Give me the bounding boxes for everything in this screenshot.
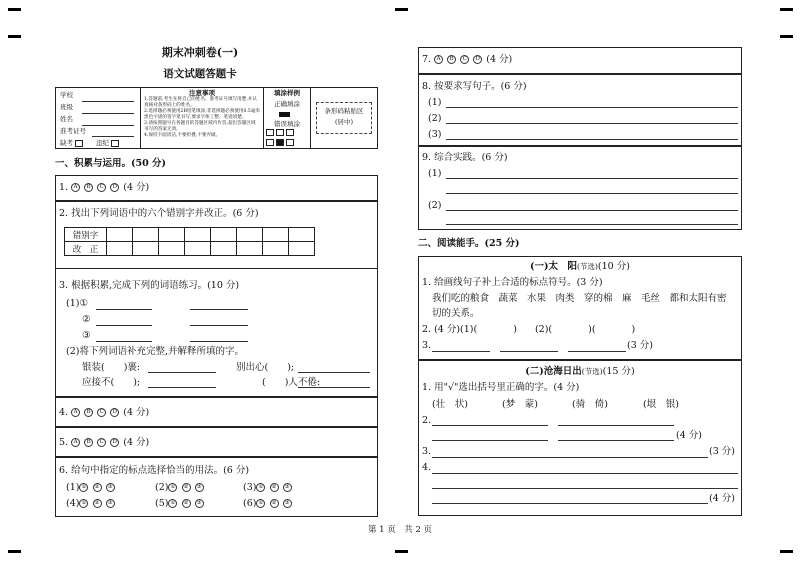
reading-2-q4-score: (4 分) <box>709 493 735 504</box>
option-a[interactable]: A <box>434 55 443 64</box>
reading-2-choice-1[interactable]: (壮 状) <box>432 399 468 410</box>
q2-text: 2. 找出下列词语中的六个错别字并改正。(6 分) <box>59 208 259 219</box>
q6-item-4: (4) ① ② ③ <box>66 498 116 510</box>
registration-mark <box>780 35 793 38</box>
reading-2-answer-line[interactable] <box>432 473 738 474</box>
q9-answer-line[interactable] <box>446 210 738 211</box>
q3-circle-3: ③ <box>82 330 91 341</box>
registration-mark <box>8 8 21 11</box>
q6-item-3: (3) ① ② ③ <box>243 482 293 494</box>
wrong-fill-marks <box>266 129 310 137</box>
q6-item-5: (5) ① ② ③ <box>155 498 205 510</box>
q7-line: 7. A B C D (4 分) <box>422 54 513 65</box>
option-a[interactable]: A <box>71 183 80 192</box>
registration-mark <box>780 8 793 11</box>
q3-word-3: 应接不( ); <box>82 377 141 388</box>
q3-word-4: ( )人不倦: <box>262 377 321 388</box>
registration-mark <box>395 550 408 553</box>
class-label: 班级 <box>60 103 73 111</box>
registration-mark <box>8 550 21 553</box>
reading-1-sentence-end: 切的关系。 <box>432 308 480 319</box>
name-label: 姓名 <box>60 115 73 123</box>
option-d[interactable]: D <box>110 183 119 192</box>
q3-answer-line[interactable] <box>190 325 248 326</box>
absent-checkbox[interactable] <box>75 140 83 147</box>
reading-1-sentence: 我们吃的粮食 蔬菜 水果 肉类 穿的棉 麻 毛丝 都和太阳有密 <box>432 293 727 304</box>
q8-answer-line[interactable] <box>446 139 738 140</box>
exam-no-field[interactable] <box>92 136 134 137</box>
violation-checkbox[interactable] <box>111 140 119 147</box>
q6-text: 6. 给句中指定的标点选择恰当的用法。(6 分) <box>59 465 250 476</box>
q3-text: 3. 根据积累,完成下列的词语练习。(10 分) <box>59 280 240 291</box>
option-c[interactable]: C <box>97 183 106 192</box>
option-b[interactable]: B <box>84 438 93 447</box>
page-footer: 第 1 页 共 2 页 <box>367 525 433 535</box>
barcode-center-label: (居中) <box>334 118 354 126</box>
correction-row-label: 改 正 <box>65 242 107 256</box>
option-b[interactable]: B <box>447 55 456 64</box>
q3-answer-line[interactable] <box>298 387 370 388</box>
reading-2-answer-line[interactable] <box>432 425 548 426</box>
fill-sample-title: 填涂样例 <box>274 89 300 97</box>
q8-item-3: (3) <box>428 129 442 140</box>
option-a[interactable]: A <box>71 438 80 447</box>
notice-title: 注意事项 <box>189 89 215 97</box>
q3-part1-label: (1)① <box>66 298 88 309</box>
reading-2-q3-label: 3. <box>422 446 432 457</box>
reading-2-title: (二)沧海日出(节选)(15 分) <box>525 366 635 377</box>
reading-1-answer-line[interactable] <box>432 351 490 352</box>
reading-1-q2: 2. (4 分)(1)( ) (2)( )( ) <box>422 324 636 335</box>
option-c[interactable]: C <box>97 438 106 447</box>
violation-label: 违纪 <box>96 139 119 147</box>
school-label: 学校 <box>60 91 73 99</box>
registration-mark <box>780 550 793 553</box>
q8-text: 8. 按要求写句子。(6 分) <box>422 81 527 92</box>
wrong-fill-label: 错误填涂 <box>274 120 300 128</box>
absent-label: 缺考 <box>60 139 83 147</box>
section-1-title: 一、积累与运用。(50 分) <box>55 158 167 169</box>
reading-2-q2-score: (4 分) <box>676 430 702 441</box>
q3-answer-line[interactable] <box>190 309 248 310</box>
registration-mark <box>395 8 408 11</box>
q3-answer-line[interactable] <box>148 372 216 373</box>
registration-mark <box>8 35 21 38</box>
reading-2-answer-line[interactable] <box>432 440 548 441</box>
q3-answer-line[interactable] <box>96 309 152 310</box>
reading-1-q1: 1. 给画线句子补上合适的标点符号。(3 分) <box>422 277 603 288</box>
q3-answer-line[interactable] <box>148 387 216 388</box>
option-d[interactable]: D <box>110 408 119 417</box>
q6-item-1: (1) ① ② ③ <box>66 482 116 494</box>
notice-line: 1.答题前,考生先将自己的姓名、准考证号填写清楚,并认真核对条形码上的姓名。 <box>144 97 257 108</box>
q6-item-2: (2) ① ② ③ <box>155 482 205 494</box>
reading-2-q3-score: (3 分) <box>709 446 735 457</box>
q6-item-6: (6) ① ② ③ <box>243 498 293 510</box>
q9-item-2: (2) <box>428 200 442 211</box>
class-field[interactable] <box>82 113 134 114</box>
q9-item-1: (1) <box>428 168 442 179</box>
reading-1-title: (一)太 阳(节选)(10 分) <box>530 261 630 272</box>
reading-2-answer-line[interactable] <box>432 457 708 458</box>
reading-2-q4-label: 4. <box>422 462 432 473</box>
q8-item-1: (1) <box>428 97 442 108</box>
reading-2-q2-label: 2. <box>422 415 432 426</box>
q1-line: 1. A B C D (4 分) <box>59 182 150 193</box>
q9-answer-line[interactable] <box>446 193 738 194</box>
option-b[interactable]: B <box>84 183 93 192</box>
q9-text: 9. 综合实践。(6 分) <box>422 152 508 163</box>
q9-answer-line[interactable] <box>446 178 738 179</box>
reading-1-q3-score: (3 分) <box>627 340 653 351</box>
q8-answer-line[interactable] <box>446 123 738 124</box>
section-2-title: 二、阅读能手。(25 分) <box>418 238 520 249</box>
q4-line: 4. A B C D (4 分) <box>59 407 150 418</box>
notice-line: 2.选择题必须使用2B铅笔填涂;非选择题必须使用0.5毫米黑色字迹的签字笔书写,要求字体工整、笔迹清楚。 <box>144 109 261 120</box>
wrong-fill-marks-2 <box>266 139 310 147</box>
typo-table <box>64 227 315 256</box>
q3-part2-text: (2)将下列词语补充完整,并解释所填的字。 <box>66 346 244 357</box>
q3-answer-line[interactable] <box>298 372 370 373</box>
q3-word-1: 银装( )裹: <box>82 362 141 373</box>
correct-fill-mark <box>279 112 290 117</box>
q8-answer-line[interactable] <box>446 107 738 108</box>
name-field[interactable] <box>82 125 134 126</box>
reading-2-answer-line[interactable] <box>558 440 674 441</box>
reading-1-answer-line[interactable] <box>500 351 558 352</box>
school-field[interactable] <box>82 101 134 102</box>
q3-answer-line[interactable] <box>190 341 248 342</box>
reading-2-answer-line[interactable] <box>558 425 674 426</box>
option-d[interactable]: D <box>110 438 119 447</box>
page-subtitle: 语文试题答题卡 <box>163 68 237 80</box>
q3-answer-line[interactable] <box>96 341 152 342</box>
option-c[interactable]: C <box>97 408 106 417</box>
q5-line: 5. A B C D (4 分) <box>59 437 150 448</box>
notice-lines <box>144 97 260 139</box>
barcode-label: 条形码粘贴区 <box>324 107 364 115</box>
reading-2-choice-4[interactable]: (垠 银) <box>643 399 679 410</box>
exam-no-label: 准考证号 <box>60 127 86 135</box>
reading-2-answer-line[interactable] <box>432 488 738 489</box>
reading-2-choice-3[interactable]: (骑 倚) <box>572 399 608 410</box>
option-c[interactable]: C <box>460 55 469 64</box>
reading-2-choice-2[interactable]: (梦 蒙) <box>502 399 538 410</box>
notice-line: 4.保持卡面清洁,不要折叠,不要弄破。 <box>144 133 221 138</box>
reading-1-answer-line[interactable] <box>568 351 626 352</box>
page-title: 期末冲刺卷(一) <box>161 46 239 59</box>
q3-circle-2: ② <box>82 314 91 325</box>
option-d[interactable]: D <box>473 55 482 64</box>
q3-answer-line[interactable] <box>96 325 152 326</box>
reading-1-q3-label: 3. <box>422 340 432 351</box>
q9-answer-line[interactable] <box>446 224 738 225</box>
correct-fill-label: 正确填涂 <box>274 100 300 108</box>
option-a[interactable]: A <box>71 408 80 417</box>
reading-2-q1: 1. 用"√"选出括号里正确的字。(4 分) <box>422 382 580 393</box>
typo-row-label: 错别字 <box>65 228 107 242</box>
q3-word-2: 别出心( ); <box>236 362 295 373</box>
notice-line: 3.请按照题号在各题目的答题区域内作答,超出答题区域书写的答案无效。 <box>144 121 256 132</box>
q8-item-2: (2) <box>428 113 442 124</box>
reading-2-answer-line[interactable] <box>432 503 708 504</box>
option-b[interactable]: B <box>84 408 93 417</box>
